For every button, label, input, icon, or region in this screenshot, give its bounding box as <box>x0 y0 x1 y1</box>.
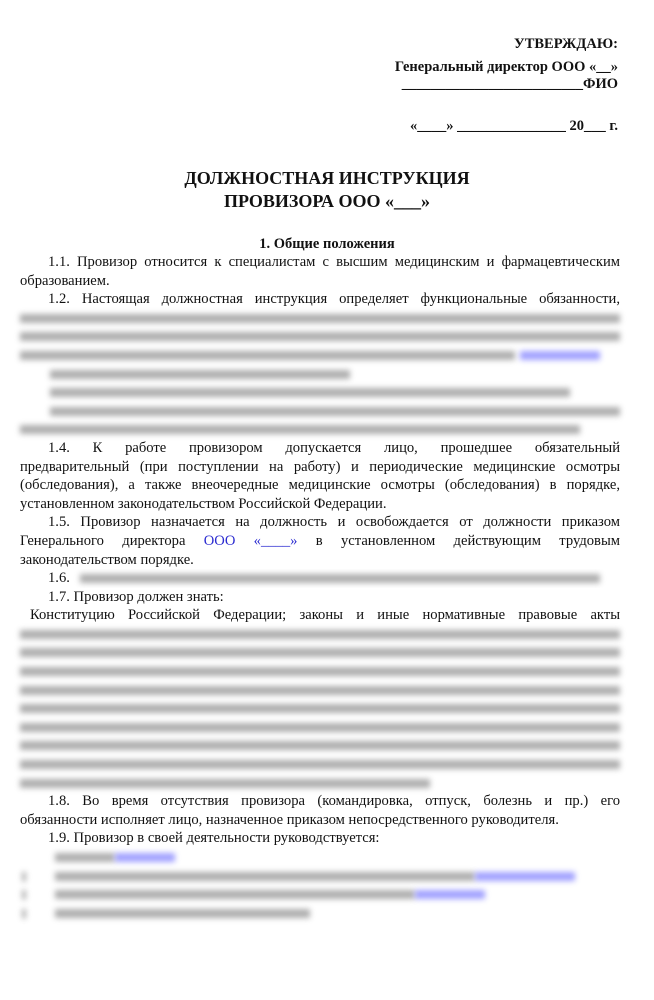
paragraph-1-5-line: 1.5. Провизор назначается на должность и освобождается от должности приказом <box>48 514 620 531</box>
paragraph-1-5-line: законодательством порядке. <box>20 551 194 568</box>
paragraph-1-4-line: 1.4. К работе провизором допускается лицо, прошедшее обязательный <box>48 439 620 456</box>
text: в установленном действующим трудовым <box>315 532 620 549</box>
paragraph-1-8-line: обязанности исполняет лицо, назначенное приказом непосредственного руководителя. <box>20 811 559 828</box>
paragraph-1-5-line <box>20 532 620 551</box>
text: 1.6. <box>48 570 70 587</box>
paragraph-1-2-line: 1.2. Настоящая должностная инструкция определяет функциональные обязанности, <box>48 291 620 308</box>
redacted-block <box>20 309 620 439</box>
paragraph-1-9-line: 1.9. Провизор в своей деятельности руководствуется: <box>48 830 380 847</box>
approval-signature-line: _________________________ФИО <box>401 76 618 92</box>
organization-placeholder: ООО «____» <box>203 532 298 549</box>
redacted-block <box>20 625 620 792</box>
paragraph-1-7-line: 1.7. Провизор должен знать: <box>48 588 224 605</box>
bullet-icon: · <box>22 892 26 907</box>
approval-date-line: «____» _______________ 20___ г. <box>410 118 618 134</box>
paragraph-1-8-line: 1.8. Во время отсутствия провизора (командировка, отпуск, болезнь и пр.) его <box>48 793 620 810</box>
bullet-icon: · <box>22 873 26 888</box>
document-body <box>20 253 620 925</box>
paragraph-1-7-line: Конституцию Российской Федерации; законы и иные нормативные правовые акты <box>30 607 620 624</box>
section-heading: 1. Общие положения <box>259 236 395 252</box>
paragraph-1-1-line: образованием. <box>20 272 110 289</box>
redacted-list <box>20 848 620 925</box>
approval-position: Генеральный директор ООО «__» <box>394 59 618 75</box>
paragraph-1-1-line: 1.1. Провизор относится к специалистам с высшим медицинским и фармацевтическим <box>48 254 620 270</box>
document-title-line2: ПРОВИЗОРА ООО «___» <box>223 191 431 211</box>
paragraph-1-4-line: (обследования), а также внеочередные медицинские осмотры (обследования) в порядке, <box>20 477 620 494</box>
text: Генерального директора <box>20 532 204 549</box>
paragraph-1-4-line: установленном законодательством Российской Федерации. <box>20 495 387 512</box>
document-title-line1: ДОЛЖНОСТНАЯ ИНСТРУКЦИЯ <box>184 168 470 188</box>
approval-heading: УТВЕРЖДАЮ: <box>514 36 618 52</box>
paragraph-1-4-line: предварительный (при поступлении на работу) и периодические медицинские осмотры <box>20 458 620 475</box>
paragraph-1-6-line <box>20 569 620 588</box>
bullet-icon: · <box>22 910 26 925</box>
